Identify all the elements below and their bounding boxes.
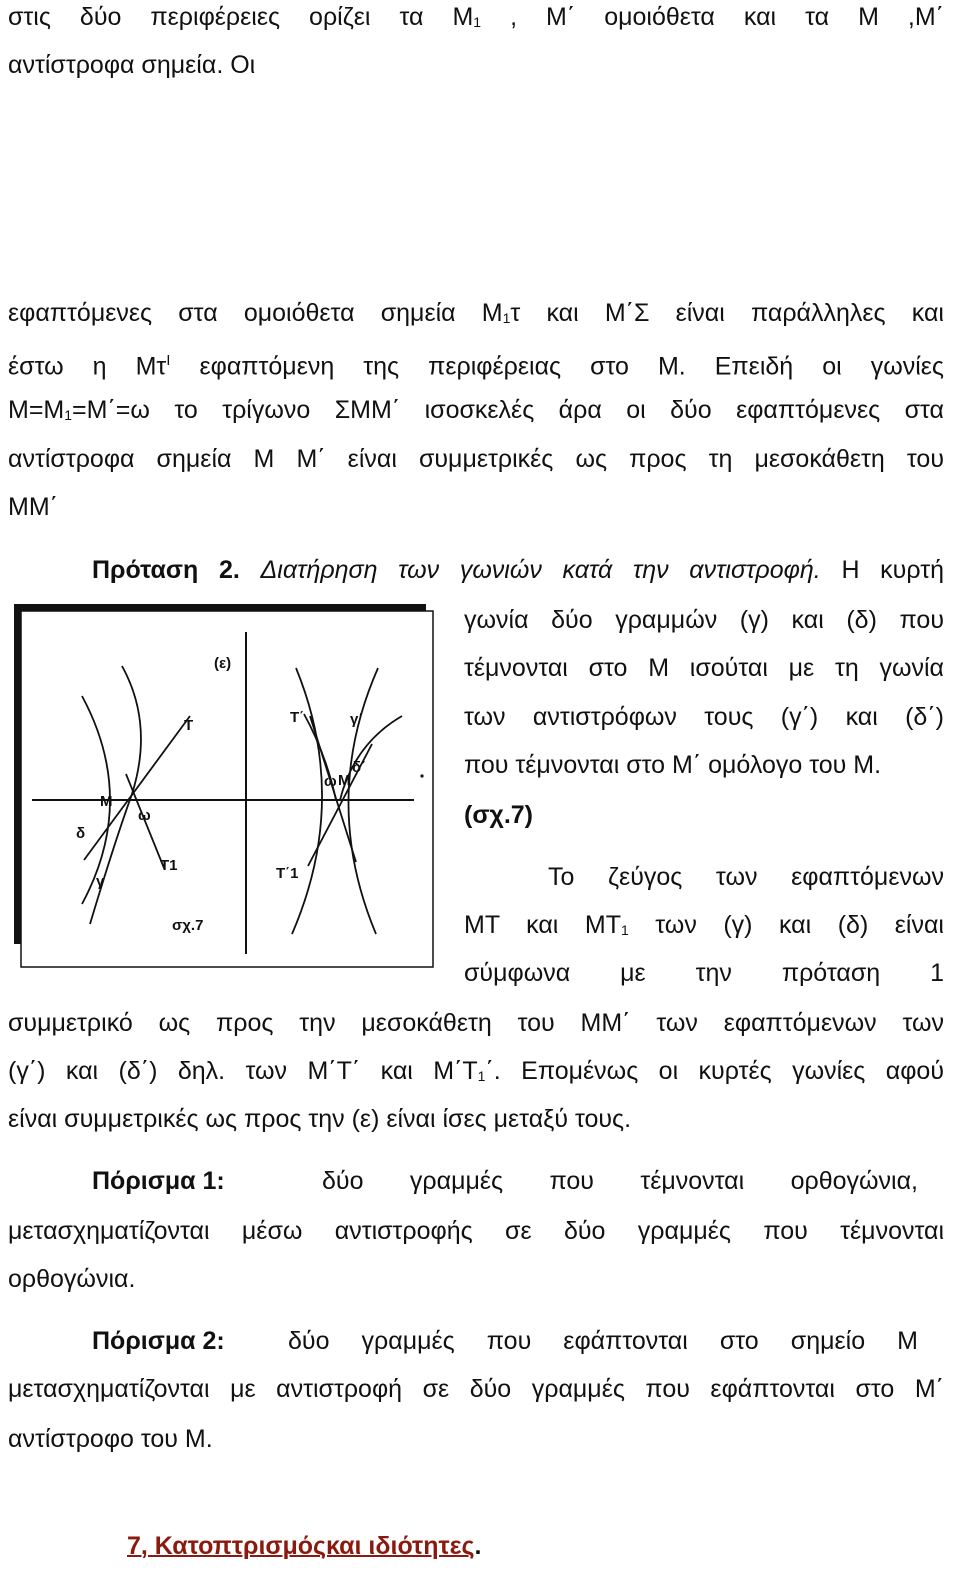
text-line: Το ζεύγος των εφαπτόμενων xyxy=(548,863,944,891)
figure-sx7 xyxy=(14,604,438,972)
label-delta: δ xyxy=(76,825,86,842)
corollary-2: Πόρισμα 2: δύο γραμμές που εφάπτονται στο σημείο Μ xyxy=(92,1327,918,1355)
label-Tp: T΄ xyxy=(290,709,305,726)
figure-caption: σχ.7 xyxy=(172,917,204,934)
label-dp: δ΄ xyxy=(352,759,367,776)
label-T: T xyxy=(184,717,194,734)
label-omega-p: ω xyxy=(324,773,337,790)
label-T1p: T΄1 xyxy=(276,865,299,882)
text-line: που τέμνονται στο Μ΄ ομόλογο του Μ. xyxy=(464,751,882,779)
text-line: αντίστροφα σημεία Μ Μ΄ είναι συμμετρικές ως προς τη μεσοκάθετη του xyxy=(8,445,944,473)
corollary-1: Πόρισμα 1: δύο γραμμές που τέμνονται ορθογώνια, xyxy=(92,1167,918,1195)
text-line: έστω η $M\tau^I$ εφαπτόμενη της περιφέρειας στο Μ. Επειδή οι γωνίες xyxy=(8,352,944,381)
text-line: αντίστροφο του Μ. xyxy=(8,1425,213,1453)
label-e: (ε) xyxy=(214,655,232,672)
text-line: των αντιστρόφων τους (γ΄) και (δ΄) xyxy=(464,703,944,731)
proposition-heading: Πρόταση 2. Διατήρηση των γωνιών κατά την αντιστροφή. Η κυρτή xyxy=(92,556,945,584)
text-line: μετασχηματίζονται μέσω αντιστροφής σε δύο γραμμές που τέμνονται xyxy=(8,1217,944,1245)
text-line: ΜΜ΄ xyxy=(8,493,58,521)
label-Mp: M xyxy=(338,772,351,789)
text-line: $M=M_1=M΄=\omega$ το τρίγωνο ΣΜΜ΄ ισοσκελές άρα οι δύο εφαπτόμενες στα xyxy=(8,396,944,424)
text-line: τέμνονται στο Μ ισούται με τη γωνία xyxy=(464,654,944,682)
label-M: M xyxy=(100,793,113,810)
frame-left xyxy=(14,604,21,944)
section-heading: 7, Κατοπτρισμόςκαι ιδιότητες. xyxy=(127,1532,482,1560)
text-line: ΜΤ και $MT_1$ των (γ) και (δ) είναι xyxy=(464,911,944,939)
frame-top xyxy=(14,604,426,611)
text-line: (γ΄) και (δ΄) δηλ. των Μ΄Τ΄ και $M΄T_1΄$. Επομένως οι κυρτές γωνίες αφού xyxy=(8,1057,944,1085)
text-line: εφαπτόμενες στα ομοιόθετα σημεία $M_1\tau$ και Μ΄Σ είναι παράλληλες και xyxy=(8,299,944,327)
text-line: γωνία δύο γραμμών (γ) και (δ) που xyxy=(464,606,944,634)
dot-mark xyxy=(420,774,423,777)
label-gamma: γ xyxy=(96,873,105,890)
label-gp: γ΄ xyxy=(350,711,364,728)
text-line: (σχ.7) xyxy=(464,801,533,829)
text-line: μετασχηματίζονται με αντιστροφή σε δύο γραμμές που εφάπτονται στο Μ΄ xyxy=(8,1375,944,1403)
text-line: στις δύο περιφέρειες ορίζει τα $M_1$ , Μ΄ ομοιόθετα και τα Μ ,Μ΄ xyxy=(8,3,945,31)
text-line: είναι συμμετρικές ως προς την (ε) είναι ίσες μεταξύ τους. xyxy=(8,1105,632,1133)
text-line: ορθογώνια. xyxy=(8,1265,136,1293)
label-omega: ω xyxy=(138,807,151,824)
text-line: συμμετρικό ως προς την μεσοκάθετη του ΜΜ΄ των εφαπτόμενων των xyxy=(8,1009,944,1037)
text-line: σύμφωνα με την πρόταση 1 xyxy=(464,959,944,987)
text-line: αντίστροφα σημεία. Οι xyxy=(8,51,256,79)
label-T1: T1 xyxy=(160,857,178,874)
